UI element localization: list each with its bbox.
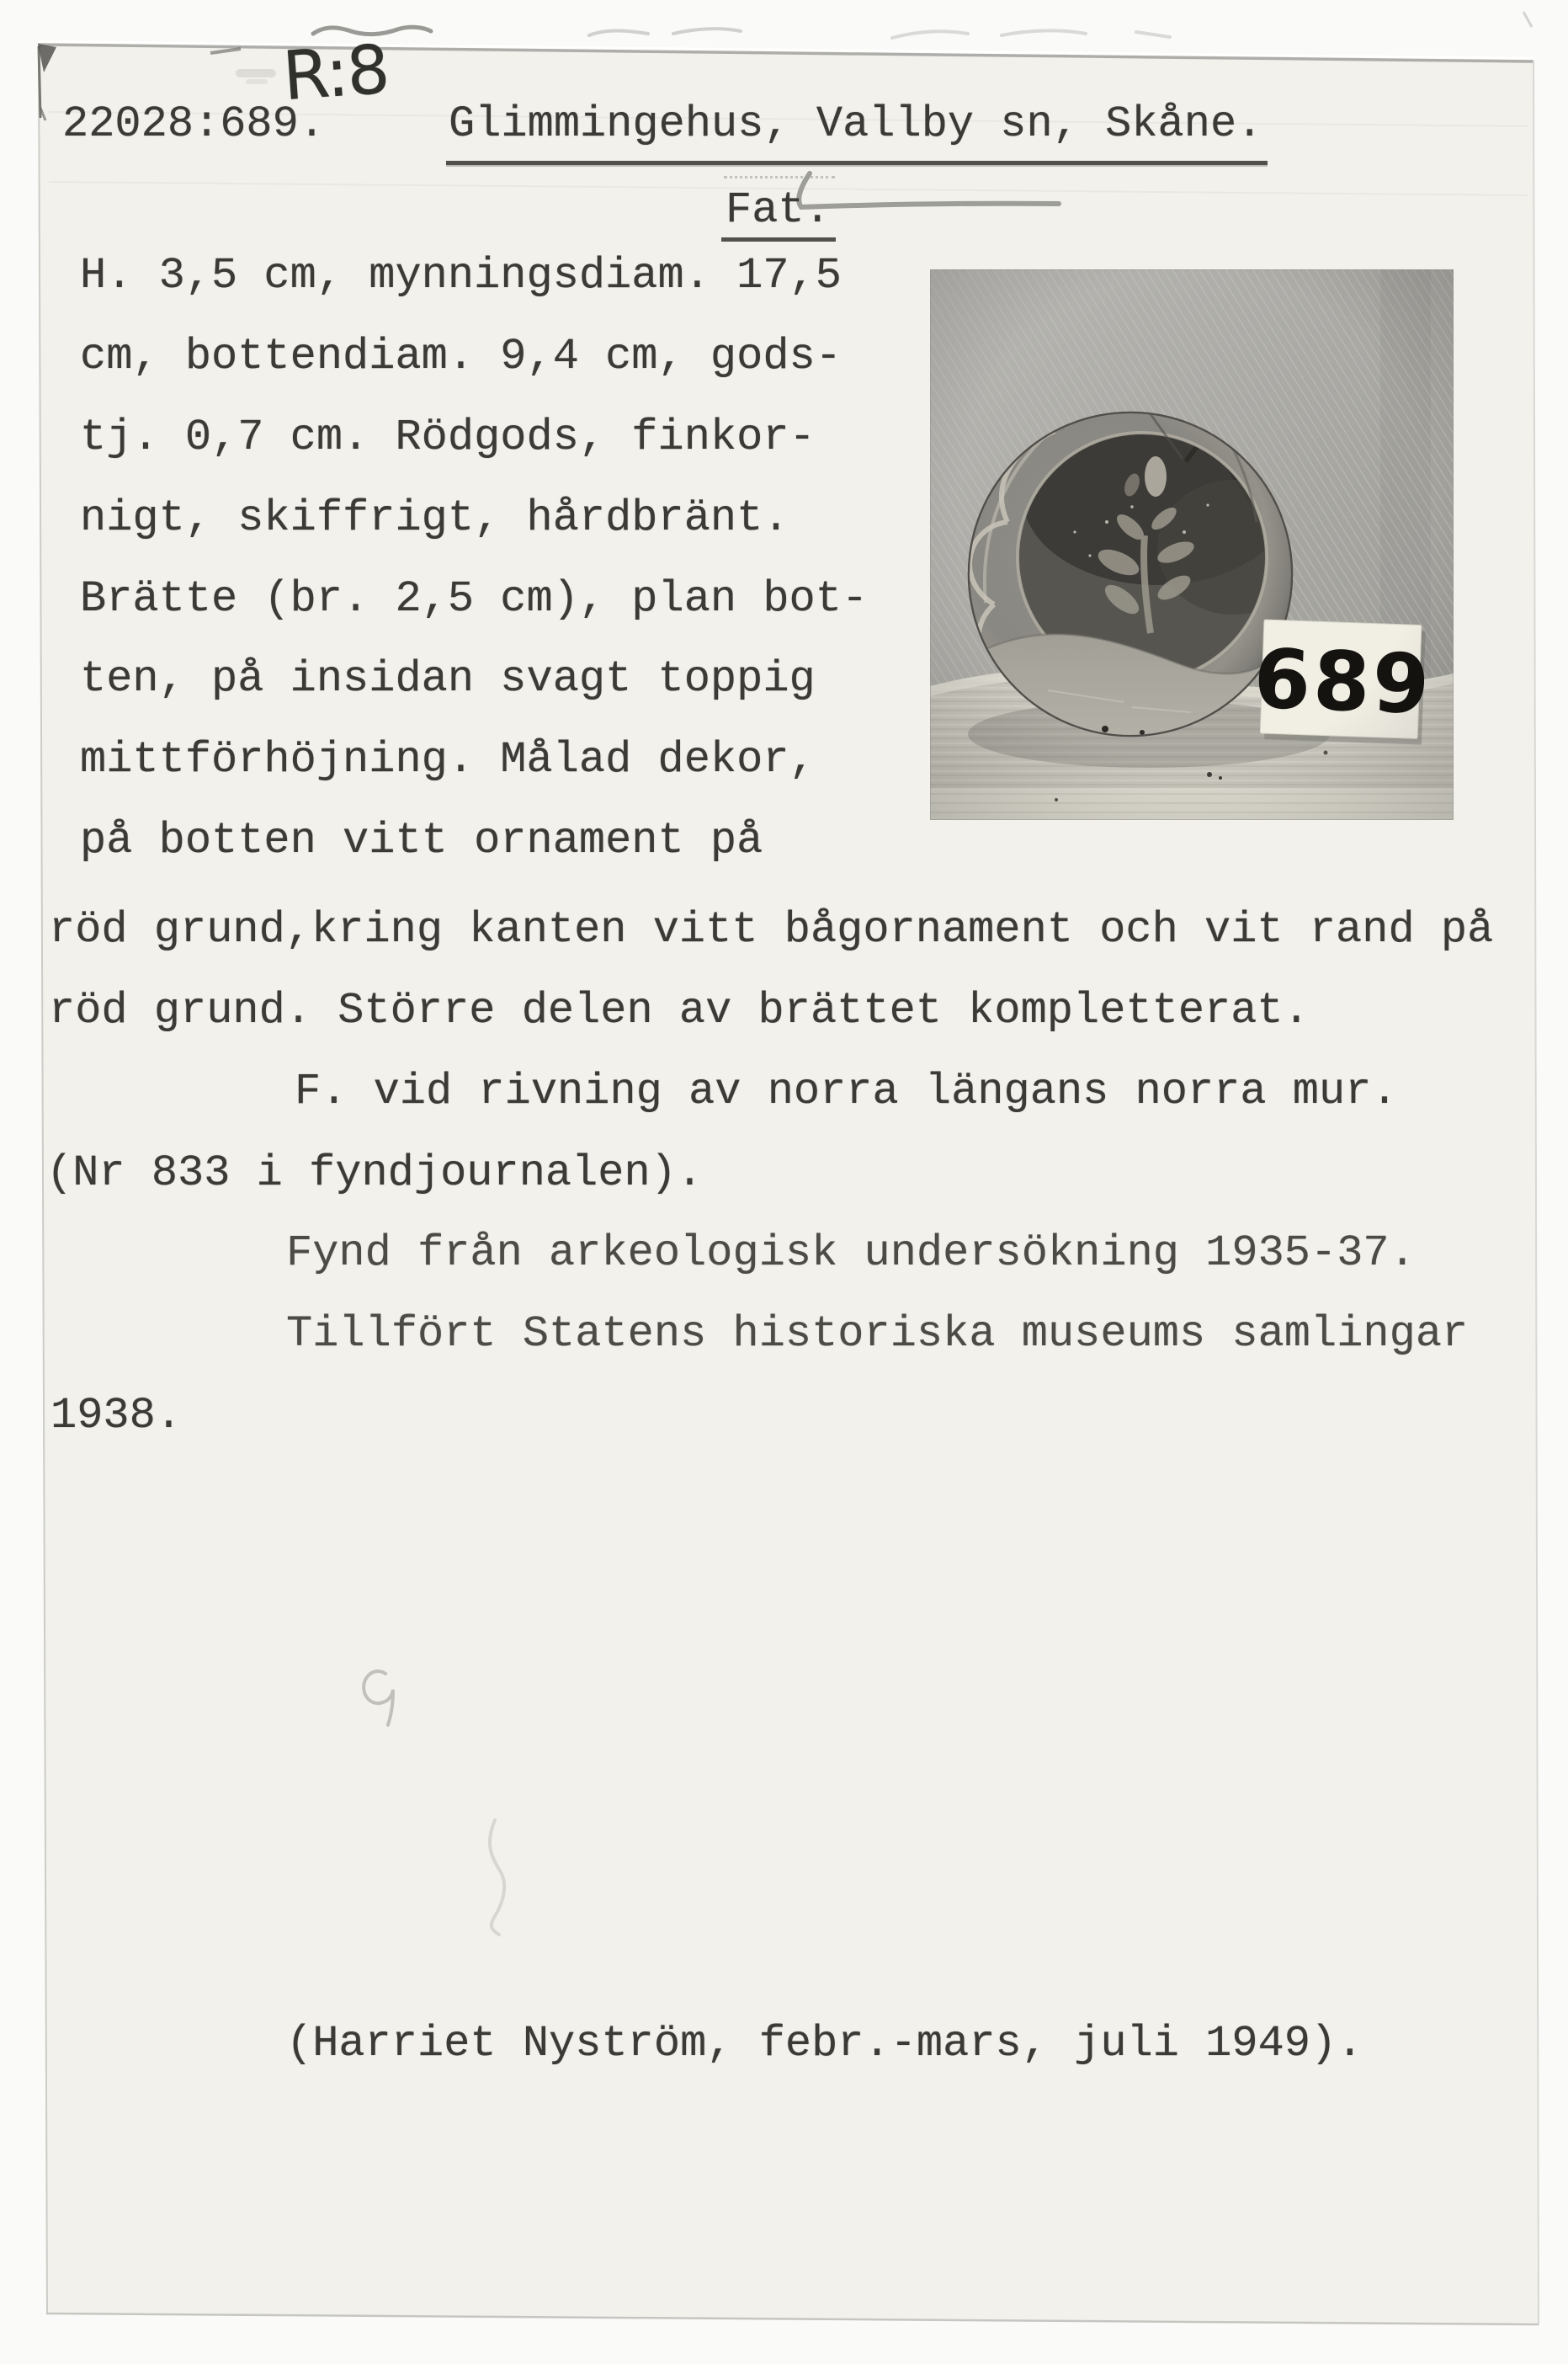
catalog-line: nigt, skiffrigt, hårdbränt. [80,493,789,543]
handwritten-ref: R:8 [279,29,391,116]
site-title: Glimmingehus, Vallby sn, Skåne. [449,99,1263,149]
catalog-line: mittförhöjning. Målad dekor, [80,735,816,785]
catalog-line: på botten vitt ornament på [80,816,763,865]
catalog-line: Brätte (br. 2,5 cm), plan bot- [80,574,869,624]
catalog-line: Tillfört Statens historiska museums samlingar [286,1309,1469,1359]
site-title-underline [446,161,1268,165]
catalog-line: H. 3,5 cm, mynningsdiam. 17,5 [80,251,842,301]
catalog-line: 1938. [50,1391,183,1440]
artifact-photo-illustration [930,269,1454,820]
catalog-line: röd grund,kring kanten vitt bågornament och vit rand på [49,905,1494,955]
catalog-line: ten, på insidan svagt toppig [80,654,816,704]
artifact-photograph [930,269,1454,820]
catalog-line: cm, bottendiam. 9,4 cm, gods- [80,332,842,381]
object-heading: Fat. [726,185,831,235]
catalog-line: röd grund. Större delen av brättet kompletterat. [49,986,1310,1036]
catalog-line: Fynd från arkeologisk undersökning 1935-37. [286,1228,1416,1278]
erased-dotted-line [724,176,835,178]
catalog-line: F. vid rivning av norra längans norra mur. [295,1067,1398,1116]
credit-line: (Harriet Nyström, febr.-mars, juli 1949). [286,2019,1363,2068]
object-heading-underline [721,237,836,242]
catalog-line: tj. 0,7 cm. Rödgods, finkor- [80,413,816,462]
catalog-line: (Nr 833 i fyndjournalen). [46,1148,704,1198]
inventory-number: 22028:689. [62,99,326,149]
